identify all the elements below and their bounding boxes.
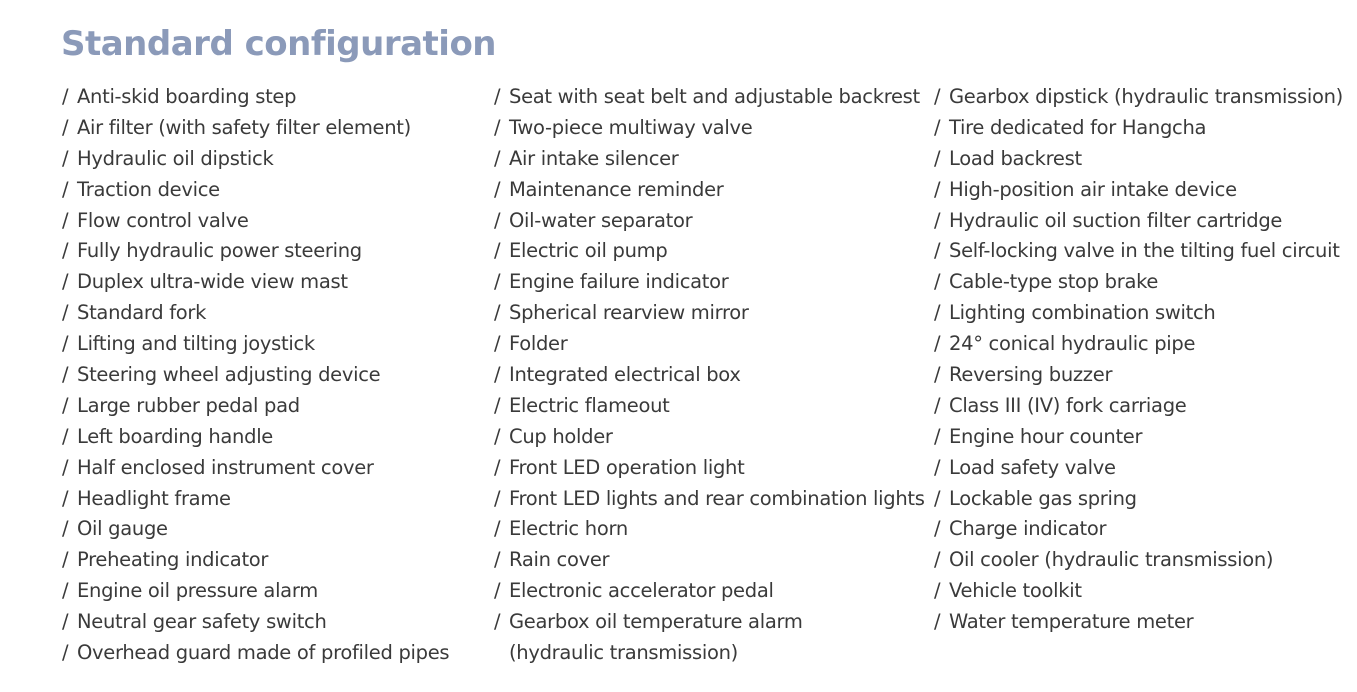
config-item-label: Large rubber pedal pad — [77, 393, 300, 417]
config-item — [934, 545, 1343, 576]
config-item-label: Half enclosed instrument cover — [77, 455, 374, 479]
config-item — [934, 453, 1343, 484]
config-item — [494, 607, 925, 638]
config-item — [62, 82, 449, 113]
config-item — [62, 236, 449, 267]
item-separator: / — [494, 548, 501, 572]
config-item — [494, 298, 925, 329]
config-item-label: Fully hydraulic power steering — [77, 239, 362, 263]
config-item-label: Gearbox dipstick (hydraulic transmission) — [949, 85, 1343, 108]
item-separator: / — [494, 424, 501, 448]
config-item-label: Load backrest — [949, 146, 1082, 170]
config-item — [62, 113, 449, 144]
config-item-label: Integrated electrical box — [509, 363, 741, 387]
item-separator: / — [494, 579, 501, 603]
config-item-label: Reversing buzzer — [949, 363, 1113, 387]
item-separator: / — [934, 548, 941, 572]
item-separator: / — [494, 455, 501, 479]
item-separator: / — [494, 146, 501, 170]
item-separator: / — [934, 115, 941, 139]
item-separator: / — [494, 270, 501, 294]
config-item-label: Seat with seat belt and adjustable backrest — [509, 85, 920, 108]
config-item-label: Electronic accelerator pedal — [509, 579, 774, 603]
config-item-label: Engine hour counter — [949, 424, 1143, 448]
config-item-label: Oil gauge — [77, 517, 168, 541]
config-item — [62, 638, 449, 669]
item-separator: / — [494, 301, 501, 325]
config-item-label: Neutral gear safety switch — [77, 610, 327, 634]
config-item — [494, 329, 925, 360]
item-separator: / — [62, 85, 69, 108]
config-item-label: Air filter (with safety filter element) — [77, 115, 411, 139]
config-column-2 — [494, 82, 925, 669]
config-item — [62, 360, 449, 391]
config-item — [62, 298, 449, 329]
config-item-label: Preheating indicator — [77, 548, 269, 572]
config-item-label: Charge indicator — [949, 517, 1107, 541]
config-item — [494, 206, 925, 237]
config-item — [494, 545, 925, 576]
item-separator: / — [934, 146, 941, 170]
config-item — [494, 391, 925, 422]
config-item — [934, 206, 1343, 237]
item-separator: / — [494, 85, 501, 108]
config-column-1 — [62, 82, 449, 669]
config-item-label: Left boarding handle — [77, 424, 274, 448]
item-separator: / — [494, 363, 501, 387]
config-item — [62, 329, 449, 360]
config-item — [494, 360, 925, 391]
config-item — [934, 329, 1343, 360]
config-item — [494, 236, 925, 267]
item-separator: / — [934, 455, 941, 479]
config-item-label: Standard fork — [77, 301, 207, 325]
config-item-label: Cable-type stop brake — [949, 270, 1159, 294]
config-item — [934, 514, 1343, 545]
config-item-label: Two-piece multiway valve — [509, 115, 753, 139]
item-separator: / — [934, 486, 941, 510]
config-item — [62, 175, 449, 206]
config-item-label: Overhead guard made of profiled pipes — [77, 641, 450, 665]
item-separator: / — [62, 579, 69, 603]
item-separator: / — [494, 239, 501, 263]
item-separator: / — [62, 239, 69, 263]
config-item — [494, 82, 925, 113]
config-item — [934, 360, 1343, 391]
config-item — [494, 484, 925, 515]
config-item — [62, 206, 449, 237]
config-item — [62, 267, 449, 298]
config-item-label: Rain cover — [509, 548, 610, 572]
item-separator: / — [934, 301, 941, 325]
config-item — [934, 391, 1343, 422]
config-item-label: Electric horn — [509, 517, 628, 541]
item-separator: / — [934, 424, 941, 448]
config-item — [934, 82, 1343, 113]
config-item-label: Load safety valve — [949, 455, 1116, 479]
config-item-label: Engine failure indicator — [509, 270, 729, 294]
item-separator: / — [62, 455, 69, 479]
config-item-label: Lockable gas spring — [949, 486, 1137, 510]
config-item-label: Hydraulic oil dipstick — [77, 146, 274, 170]
item-separator: / — [934, 393, 941, 417]
config-item — [494, 514, 925, 545]
config-item — [934, 298, 1343, 329]
item-separator: / — [934, 332, 941, 356]
item-separator: / — [62, 393, 69, 417]
item-separator: / — [934, 239, 941, 263]
config-item — [494, 422, 925, 453]
config-item-label: Electric oil pump — [509, 239, 668, 263]
config-item-label: Anti-skid boarding step — [77, 85, 297, 108]
item-separator: / — [62, 486, 69, 510]
item-separator: / — [62, 270, 69, 294]
item-separator: / — [62, 301, 69, 325]
config-item-label: Headlight frame — [77, 486, 231, 510]
config-item — [62, 545, 449, 576]
config-item-label: Lifting and tilting joystick — [77, 332, 315, 356]
item-separator: / — [494, 177, 501, 201]
config-item — [494, 175, 925, 206]
config-item — [62, 422, 449, 453]
config-item-label: Duplex ultra-wide view mast — [77, 270, 348, 294]
item-separator: / — [62, 610, 69, 634]
config-item — [494, 113, 925, 144]
config-item-label: Cup holder — [509, 424, 613, 448]
config-item-label: Front LED operation light — [509, 455, 745, 479]
config-item — [62, 453, 449, 484]
config-item-label: Lighting combination switch — [949, 301, 1216, 325]
config-item-label: Class III (IV) fork carriage — [949, 393, 1187, 417]
config-item-label: 24° conical hydraulic pipe — [949, 332, 1196, 356]
config-item — [494, 576, 925, 607]
config-item-label: High-position air intake device — [949, 177, 1237, 201]
config-item — [934, 422, 1343, 453]
config-item — [494, 453, 925, 484]
config-item-label: Water temperature meter — [949, 610, 1194, 634]
config-item — [934, 484, 1343, 515]
item-separator: / — [494, 610, 501, 634]
item-separator: / — [494, 393, 501, 417]
item-separator: / — [62, 548, 69, 572]
config-item — [62, 144, 449, 175]
item-separator: / — [934, 85, 941, 108]
item-separator: / — [494, 486, 501, 510]
item-separator: / — [494, 208, 501, 232]
item-separator: / — [62, 115, 69, 139]
item-separator: / — [934, 579, 941, 603]
item-separator: / — [62, 208, 69, 232]
item-separator: / — [62, 424, 69, 448]
item-separator: / — [62, 177, 69, 201]
config-item — [62, 576, 449, 607]
config-item-label: Engine oil pressure alarm — [77, 579, 318, 603]
item-separator: / — [494, 517, 501, 541]
item-separator: / — [62, 146, 69, 170]
config-item-label: Tire dedicated for Hangcha — [949, 115, 1207, 139]
item-separator: / — [62, 332, 69, 356]
config-item — [62, 607, 449, 638]
config-item — [934, 576, 1343, 607]
item-separator: / — [62, 641, 69, 665]
config-item-label: Oil cooler (hydraulic transmission) — [949, 548, 1274, 572]
item-separator: / — [494, 115, 501, 139]
config-item-label: Steering wheel adjusting device — [77, 363, 381, 387]
config-item-label: Vehicle toolkit — [949, 579, 1082, 603]
config-item-label: Self-locking valve in the tilting fuel circuit — [949, 239, 1340, 263]
config-item — [494, 144, 925, 175]
config-item-label: Flow control valve — [77, 208, 249, 232]
item-separator: / — [62, 517, 69, 541]
item-separator: / — [934, 177, 941, 201]
config-item-label: Traction device — [77, 177, 220, 201]
page-title: Standard configuration — [61, 24, 497, 64]
item-separator: / — [934, 270, 941, 294]
config-item — [934, 607, 1343, 638]
config-item-label: Spherical rearview mirror — [509, 301, 749, 325]
config-column-3 — [934, 82, 1343, 638]
config-item — [934, 144, 1343, 175]
config-item-label: Maintenance reminder — [509, 177, 724, 201]
config-item-continuation — [494, 638, 925, 669]
config-item — [494, 267, 925, 298]
config-item-label: (hydraulic transmission) — [509, 641, 738, 665]
config-item — [934, 175, 1343, 206]
config-item-label: Front LED lights and rear combination lights — [509, 486, 925, 510]
item-separator: / — [934, 517, 941, 541]
config-item-label: Air intake silencer — [509, 146, 679, 170]
config-item-label: Hydraulic oil suction filter cartridge — [949, 208, 1283, 232]
item-separator: / — [494, 332, 501, 356]
item-separator: / — [934, 610, 941, 634]
config-item — [62, 514, 449, 545]
config-item — [934, 113, 1343, 144]
config-item — [62, 484, 449, 515]
config-item — [934, 236, 1343, 267]
config-item — [934, 267, 1343, 298]
config-item-label: Folder — [509, 332, 568, 356]
config-item-label: Gearbox oil temperature alarm — [509, 610, 803, 634]
item-separator: / — [934, 208, 941, 232]
item-separator: / — [934, 363, 941, 387]
config-item-label: Electric flameout — [509, 393, 670, 417]
config-item-label: Oil-water separator — [509, 208, 693, 232]
config-item — [62, 391, 449, 422]
item-separator: / — [62, 363, 69, 387]
